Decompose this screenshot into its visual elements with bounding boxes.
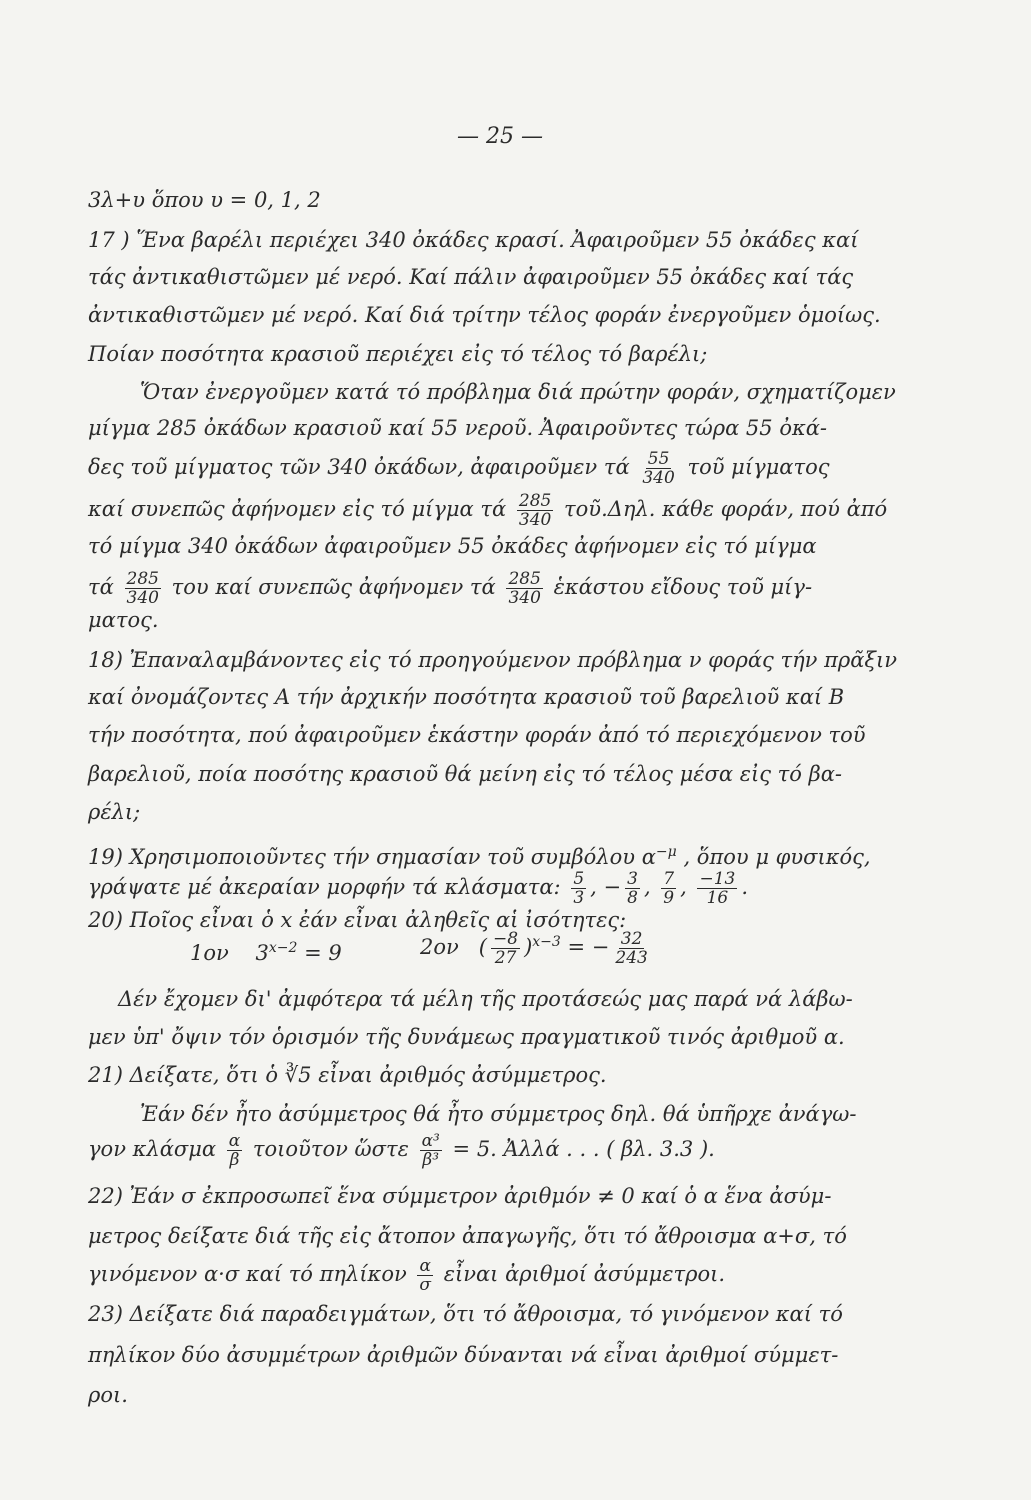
fraction-55-340 bbox=[640, 450, 676, 487]
text-line: πηλίκον δύο ἀσυμμέτρων ἀριθμῶν δύνανται νά εἶναι ἀριθμοί σύμμετ- bbox=[88, 1343, 839, 1367]
text-line: Ἐάν δέν ἦτο ἀσύμμετρος θά ἦτο σύμμετρος δηλ. θά ὑπῆρχε ἀνάγω- bbox=[140, 1102, 857, 1126]
fraction-285-340 bbox=[506, 570, 542, 607]
text-span: καί συνεπῶς ἀφήνομεν εἰς τό μίγμα τά bbox=[88, 497, 507, 521]
power-base: α bbox=[641, 845, 656, 869]
text-line bbox=[88, 838, 921, 871]
text-span: = 5. Ἀλλά . . . ( βλ. 3.3 ). bbox=[452, 1137, 715, 1161]
text-line: τάς ἀντικαθιστῶμεν μέ νερό. Καί πάλιν ἀφαιροῦμεν 55 ὀκάδες καί τάς bbox=[88, 265, 854, 289]
frac-den: β³ bbox=[422, 1150, 440, 1170]
text-line: ροι. bbox=[88, 1383, 128, 1407]
text-span: δες τοῦ μίγματος τῶν 340 ὀκάδων, ἀφαιροῦμεν τά bbox=[88, 455, 630, 479]
frac-num: 7 bbox=[663, 869, 675, 889]
text-line: μετρος δείξατε διά τῆς εἰς ἄτοπον ἀπαγωγῆς, ὅτι τό ἄθροισμα α+σ, τό bbox=[88, 1224, 847, 1248]
text-line: καί ὀνομάζοντες Α τήν ἀρχικήν ποσότητα κρασιοῦ τοῦ βαρελιοῦ καί Β bbox=[88, 685, 845, 709]
power-symbol bbox=[642, 845, 677, 869]
text-line bbox=[88, 450, 921, 487]
frac-num: 32 bbox=[620, 929, 643, 949]
text-span: εἶναι ἀριθμοί ἀσύμμετροι. bbox=[443, 1262, 726, 1286]
fraction bbox=[227, 1132, 242, 1169]
fraction bbox=[697, 870, 737, 907]
cube-root: ∛5 bbox=[284, 1063, 312, 1087]
frac-num: α bbox=[419, 1256, 431, 1276]
text-span: γινόμενον α·σ καί τό πηλίκον bbox=[88, 1262, 407, 1286]
frac-num: 285 bbox=[518, 491, 552, 511]
text-span: ἑκάστου εἴδους τοῦ μίγ- bbox=[553, 575, 813, 599]
frac-num: α³ bbox=[421, 1131, 440, 1151]
frac-den: 243 bbox=[615, 948, 648, 968]
fraction bbox=[625, 870, 640, 907]
text-line: 3λ+υ ὅπου υ = 0, 1, 2 bbox=[88, 188, 321, 212]
eq-exp: x−2 bbox=[268, 940, 298, 956]
eq-base: 3 bbox=[255, 941, 269, 965]
text-line: ἀντικαθιστῶμεν μέ νερό. Καί διά τρίτην τέλος φοράν ἐνεργοῦμεν ὁμοίως. bbox=[88, 303, 881, 327]
fraction-285-340 bbox=[517, 492, 553, 529]
frac-den: σ bbox=[419, 1275, 432, 1295]
text-line: τήν ποσότητα, πού ἀφαιροῦμεν ἑκάστην φοράν ἀπό τό περιεχόμενον τοῦ bbox=[88, 723, 866, 747]
frac-num: 5 bbox=[573, 869, 585, 889]
equation-2: 2ον ( $\frac{-8}{27}$ )$^{x-3}$ = − $\frac{32}{243}$ bbox=[420, 929, 648, 968]
frac-num: −8 bbox=[493, 929, 519, 949]
text-line: 20) Ποῖος εἶναι ὁ x ἐάν εἶναι ἀληθεῖς αἱ ἰσότητες: bbox=[88, 908, 627, 932]
minus-sign: − bbox=[603, 875, 622, 899]
fraction-285-340 bbox=[125, 570, 161, 607]
frac-den: 3 bbox=[573, 888, 585, 908]
eq-exp: x−3 bbox=[532, 934, 561, 950]
frac-den: 340 bbox=[508, 588, 541, 608]
text-line bbox=[88, 1132, 921, 1169]
text-line: 17 ) Ἕνα βαρέλι περιέχει 340 ὀκάδες κρασί. Ἀφαιροῦμεν 55 ὀκάδες καί bbox=[88, 228, 859, 252]
frac-num: −13 bbox=[699, 869, 736, 889]
fraction bbox=[571, 870, 586, 907]
frac-num: 55 bbox=[647, 449, 670, 469]
frac-den: 27 bbox=[494, 948, 517, 968]
equation-1 bbox=[190, 940, 342, 965]
page-number: — 25 — bbox=[457, 124, 543, 149]
frac-num: 285 bbox=[126, 569, 159, 589]
text-line bbox=[88, 570, 921, 607]
text-line: ρέλι; bbox=[88, 800, 141, 824]
fraction bbox=[661, 870, 676, 907]
text-line: μεν ὑπ' ὄψιν τόν ὁρισμόν τῆς δυνάμεως πραγματικοῦ τινός ἀριθμοῦ α. bbox=[88, 1025, 845, 1049]
text-span: τοῦ.Δηλ. κάθε φοράν, πού ἀπό bbox=[564, 497, 888, 521]
text-line: 18) Ἐπαναλαμβάνοντες εἰς τό προηγούμενον πρόβλημα ν φοράς τήν πρᾶξιν bbox=[88, 648, 897, 672]
text-line bbox=[88, 492, 921, 529]
text-line: μίγμα 285 ὀκάδων κρασιοῦ καί 55 νεροῦ. Ἀφαιροῦντες τώρα 55 ὀκά- bbox=[88, 416, 828, 440]
text-line: Ποίαν ποσότητα κρασιοῦ περιέχει εἰς τό τέλος τό βαρέλι; bbox=[88, 342, 708, 366]
power-exp: −μ bbox=[655, 844, 677, 860]
text-line: 22) Ἐάν σ ἐκπροσωπεῖ ἕνα σύμμετρον ἀριθμόν ≠ 0 καί ὁ α ἕνα ἀσύμ- bbox=[88, 1184, 832, 1208]
text-span: , ὅπου μ φυσικός, bbox=[683, 845, 871, 869]
text-line bbox=[88, 1257, 921, 1294]
eq-label: 2ον bbox=[420, 935, 459, 959]
eq-rhs: = − bbox=[567, 935, 610, 959]
frac-num: 3 bbox=[627, 869, 638, 889]
text-span: γράψατε μέ ἀκεραίαν μορφήν τά κλάσματα: bbox=[88, 875, 561, 899]
eq-rhs: = 9 bbox=[304, 941, 342, 965]
text-span: του καί συνεπῶς ἀφήνομεν τά bbox=[171, 575, 496, 599]
frac-den: β bbox=[229, 1150, 240, 1170]
text-span: 19) Χρησιμοποιοῦντες τήν σημασίαν τοῦ συμβόλου bbox=[88, 845, 636, 869]
frac-den: 340 bbox=[642, 468, 675, 488]
text-line: τό μίγμα 340 ὀκάδων ἀφαιροῦμεν 55 ὀκάδες ἀφήνομεν εἰς τό μίγμα bbox=[88, 534, 817, 558]
text-line: ματος. bbox=[88, 608, 159, 632]
fraction bbox=[491, 930, 520, 967]
text-line: Ὅταν ἐνεργοῦμεν κατά τό πρόβλημα διά πρώτην φοράν, σχηματίζομεν bbox=[140, 380, 896, 404]
frac-den: 340 bbox=[518, 510, 552, 530]
text-span: τοῦ μίγματος bbox=[687, 455, 830, 479]
text-span: τοιοῦτον ὥστε bbox=[252, 1137, 409, 1161]
frac-den: 8 bbox=[627, 888, 638, 908]
frac-num: α bbox=[228, 1131, 241, 1151]
text-line bbox=[88, 1061, 921, 1089]
text-span: τά bbox=[88, 575, 114, 599]
frac-den: 16 bbox=[706, 888, 729, 908]
text-line: γράψατε μέ ἀκεραίαν μορφήν τά κλάσματα: $\frac{5}{3}$ , − $\frac{3}{8}$ , $\frac{7}{9}$ , $\frac{-13}{16}$ . bbox=[88, 869, 749, 908]
text-line: Δέν ἔχομεν δι' ἀμφότερα τά μέλη τῆς προτάσεώς μας παρά νά λάβω- bbox=[118, 987, 853, 1011]
text-line: βαρελιοῦ, ποία ποσότης κρασιοῦ θά μείνη εἰς τό τέλος μέσα εἰς τό βα- bbox=[88, 762, 843, 786]
fraction bbox=[420, 1132, 442, 1169]
fraction bbox=[417, 1257, 433, 1294]
text-line: 23) Δείξατε διά παραδειγμάτων, ὅτι τό ἄθροισμα, τό γινόμενον καί τό bbox=[88, 1302, 843, 1326]
eq-label: 1ον bbox=[190, 941, 229, 965]
text-span: γον κλάσμα bbox=[88, 1137, 217, 1161]
frac-den: 9 bbox=[663, 888, 675, 908]
frac-num: 285 bbox=[508, 569, 541, 589]
fraction bbox=[613, 930, 649, 967]
text-span: εἶναι ἀριθμός ἀσύμμετρος. bbox=[318, 1063, 607, 1087]
frac-den: 340 bbox=[126, 588, 159, 608]
text-span: 21) Δείξατε, ὅτι ὁ bbox=[88, 1063, 279, 1087]
